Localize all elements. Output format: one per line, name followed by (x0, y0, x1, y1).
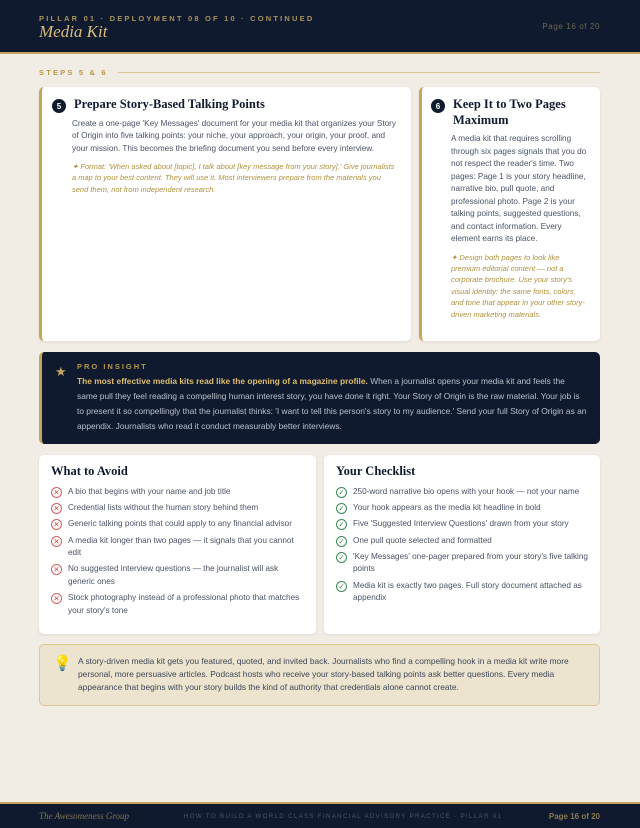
check-circle-icon: ✓ (336, 487, 347, 498)
step-number-badge: 6 (431, 99, 445, 113)
header-eyebrow: PILLAR 01 · DEPLOYMENT 08 OF 10 · CONTINUED (39, 14, 315, 23)
step-body: A media kit that requires scrolling through six pages signals that you do not respect the reader's time. Two pages: Page 1 is your story headline, narrative bio, pull quote, and professional photo. Page 2 is your talking points, suggested questions, and contact information. Every element earns its place. (451, 134, 587, 243)
x-circle-icon: ✕ (51, 593, 62, 604)
list-item: ✓ 'Key Messages' one-pager prepared from your story's five talking points (336, 551, 588, 576)
x-circle-icon: ✕ (51, 487, 62, 498)
step-heading (52, 96, 397, 113)
page-header (0, 0, 640, 54)
check-circle-icon: ✓ (336, 552, 347, 563)
list-item: ✕ Stock photography instead of a professional photo that matches your story's tone (51, 592, 304, 617)
check-circle-icon: ✓ (336, 581, 347, 592)
step-note: ✦ Design both pages to look like premium editorial content — not a corporate brochure. Use your story's visual identity: the same fonts, colors, and tone that appear in your other story-driven marketing materials. (451, 252, 585, 319)
list-item: ✕ No suggested interview questions — the journalist will ask generic ones (51, 563, 304, 588)
pro-insight-label: PRO INSIGHT (77, 362, 148, 371)
x-circle-icon: ✕ (51, 536, 62, 547)
section-divider (118, 72, 600, 73)
page-footer (0, 802, 640, 828)
tip-callout (39, 644, 600, 706)
x-circle-icon: ✕ (51, 503, 62, 514)
footer-page-number: Page 16 of 20 (548, 812, 600, 821)
pro-insight-callout (39, 352, 600, 444)
section-label: STEPS 5 & 6 (39, 67, 108, 77)
list-item: ✕ Credential lists without the human story behind them (51, 502, 304, 515)
list-item: ✕ A media kit longer than two pages — it signals that you cannot edit (51, 535, 304, 560)
check-circle-icon: ✓ (336, 536, 347, 547)
step-heading (431, 96, 590, 128)
list-item: ✓ One pull quote selected and formatted (336, 535, 588, 548)
footer-brand: The Awesomeness Group (39, 811, 129, 821)
page-title: Media Kit (39, 22, 108, 41)
avoid-list (51, 486, 304, 617)
checklist-card (324, 455, 600, 634)
step-title: Keep It to Two Pages Maximum (453, 97, 566, 127)
step-number-badge: 5 (52, 99, 66, 113)
list-item: ✓ 250-word narrative bio opens with your hook — not your name (336, 486, 588, 499)
list-item: ✓ Five 'Suggested Interview Questions' drawn from your story (336, 518, 588, 531)
tip-text: A story-driven media kit gets you featured, quoted, and invited back. Journalists who find a compelling hook in a media kit write more personal, more persuasive articles. Podcast hosts who receive your story-based talking points ask better questions. Every media appearance that begins with your story builds the kind of authority that credentials alone cannot create. (78, 656, 569, 693)
header-page-number: Page 16 of 20 (542, 22, 600, 31)
checklist-list (336, 486, 588, 605)
x-circle-icon: ✕ (51, 564, 62, 575)
x-circle-icon: ✕ (51, 519, 62, 530)
list-item: ✓ Your hook appears as the media kit headline in bold (336, 502, 588, 515)
step-card-6 (419, 87, 600, 341)
step-title: Prepare Story-Based Talking Points (74, 97, 265, 111)
check-circle-icon: ✓ (336, 503, 347, 514)
section-heading (39, 66, 600, 78)
footer-series-title: HOW TO BUILD A WORLD CLASS FINANCIAL ADVISORY PRACTICE · PILLAR 01 (184, 813, 503, 820)
checklist-title: Your Checklist (336, 464, 416, 478)
avoid-card (39, 455, 316, 634)
pro-insight-body: When a journalist opens your media kit and feels the same pull they feel reading a compelling human interest story, you have done it right. Your Story of Origin is the raw material. Your job is to present it so compellingly that the journalist thinks: 'I want to tell this person's story to my audience.' Send your full Story of Origin as an appendix. Journalists who read it conduct measurably better interviews. (77, 376, 587, 431)
check-circle-icon: ✓ (336, 519, 347, 530)
lightbulb-icon: 💡 (53, 655, 72, 672)
step-body: Create a one-page 'Key Messages' document for your media kit that organizes your Story of Origin into five talking points: your niche, your approach, your origin, your proof, and your mission. This becomes the briefing document you send before every interview. (72, 119, 396, 153)
star-icon: ★ (55, 364, 67, 379)
list-item: ✕ A bio that begins with your name and job title (51, 486, 304, 499)
pro-insight-lead: The most effective media kits read like the opening of a magazine profile. (77, 376, 368, 386)
list-item: ✕ Generic talking points that could apply to any financial advisor (51, 518, 304, 531)
avoid-title: What to Avoid (51, 464, 128, 478)
step-card-5 (39, 87, 411, 341)
step-note: ✦ Format: 'When asked about [topic], I talk about [key message from your story].' Give journalists a map to your best content. They will use it. Most interviewers prepare from the materials you send them, not from independent research. (72, 161, 395, 194)
pro-insight-text (77, 374, 587, 434)
list-item: ✓ Media kit is exactly two pages. Full story document attached as appendix (336, 580, 588, 605)
